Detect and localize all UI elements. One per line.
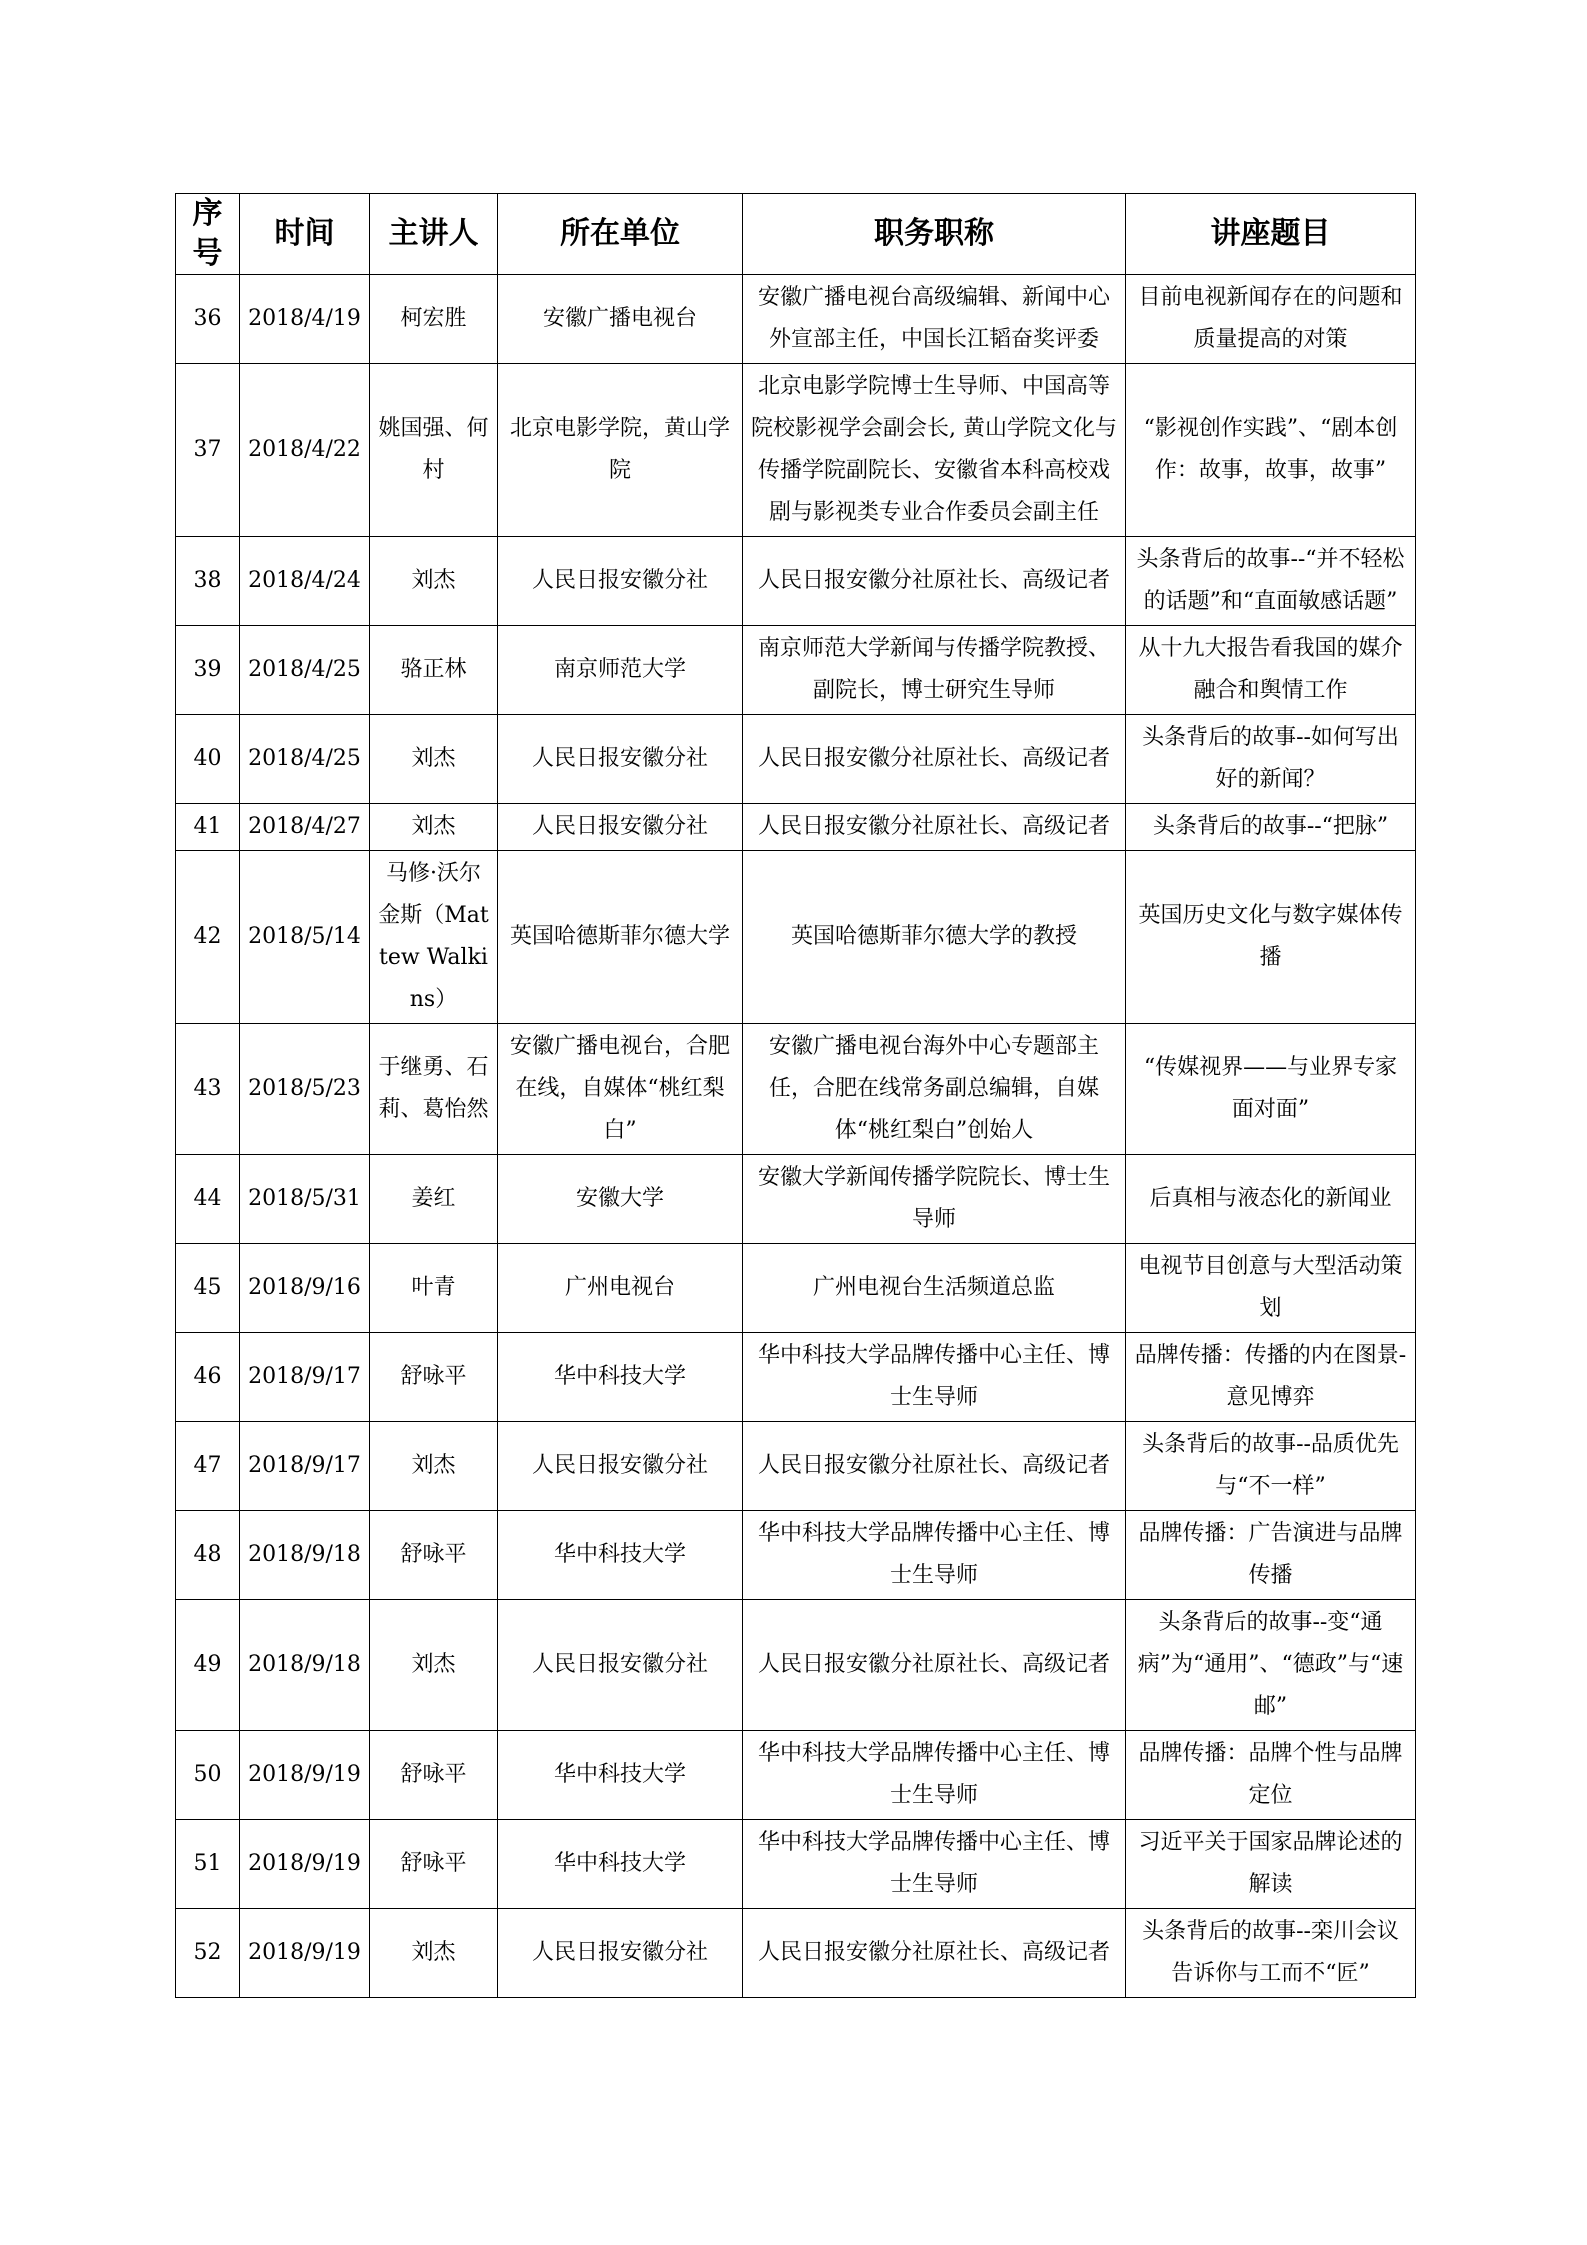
header-topic: 讲座题目: [1126, 194, 1416, 275]
cell-unit: 人民日报安徽分社: [498, 804, 743, 851]
cell-topic: 头条背后的故事--“并不轻松的话题”和“直面敏感话题”: [1126, 537, 1416, 626]
cell-date: 2018/9/19: [240, 1820, 370, 1909]
table-row: [176, 1024, 1416, 1155]
cell-speaker: 刘杰: [370, 1422, 498, 1511]
cell-speaker: 舒咏平: [370, 1820, 498, 1909]
cell-date: 2018/9/17: [240, 1422, 370, 1511]
cell-topic: “影视创作实践”、“剧本创作：故事，故事，故事”: [1126, 364, 1416, 537]
table-row: [176, 715, 1416, 804]
cell-title: 人民日报安徽分社原社长、高级记者: [743, 804, 1126, 851]
cell-unit: 南京师范大学: [498, 626, 743, 715]
cell-no: 47: [176, 1422, 240, 1511]
cell-unit: 安徽广播电视台: [498, 275, 743, 364]
table-row: [176, 1422, 1416, 1511]
cell-date: 2018/9/16: [240, 1244, 370, 1333]
cell-no: 39: [176, 626, 240, 715]
table-row: [176, 1909, 1416, 1998]
cell-speaker: 舒咏平: [370, 1333, 498, 1422]
cell-topic: 头条背后的故事--变“通病”为“通用”、“德政”与“速邮”: [1126, 1600, 1416, 1731]
header-no: 序号: [176, 194, 240, 275]
table-row: [176, 1155, 1416, 1244]
table-row: [176, 1333, 1416, 1422]
cell-speaker: 刘杰: [370, 804, 498, 851]
cell-title: 人民日报安徽分社原社长、高级记者: [743, 715, 1126, 804]
cell-date: 2018/5/31: [240, 1155, 370, 1244]
cell-title: 华中科技大学品牌传播中心主任、博士生导师: [743, 1731, 1126, 1820]
cell-unit: 安徽广播电视台，合肥在线，自媒体“桃红梨白”: [498, 1024, 743, 1155]
cell-speaker: 柯宏胜: [370, 275, 498, 364]
cell-date: 2018/4/25: [240, 626, 370, 715]
cell-no: 37: [176, 364, 240, 537]
table-row: [176, 626, 1416, 715]
header-date: 时间: [240, 194, 370, 275]
table-row: [176, 804, 1416, 851]
header-row: [176, 194, 1416, 275]
cell-topic: 头条背后的故事--如何写出好的新闻？: [1126, 715, 1416, 804]
cell-title: 广州电视台生活频道总监: [743, 1244, 1126, 1333]
cell-unit: 华中科技大学: [498, 1731, 743, 1820]
cell-title: 南京师范大学新闻与传播学院教授、副院长，博士研究生导师: [743, 626, 1126, 715]
cell-unit: 人民日报安徽分社: [498, 537, 743, 626]
table-row: [176, 1600, 1416, 1731]
cell-date: 2018/4/19: [240, 275, 370, 364]
cell-speaker: 叶青: [370, 1244, 498, 1333]
cell-title: 华中科技大学品牌传播中心主任、博士生导师: [743, 1820, 1126, 1909]
cell-topic: 品牌传播：传播的内在图景-意见博弈: [1126, 1333, 1416, 1422]
cell-date: 2018/4/27: [240, 804, 370, 851]
cell-no: 45: [176, 1244, 240, 1333]
cell-speaker: 于继勇、石莉、葛怡然: [370, 1024, 498, 1155]
cell-speaker: 刘杰: [370, 1600, 498, 1731]
cell-date: 2018/4/24: [240, 537, 370, 626]
cell-title: 华中科技大学品牌传播中心主任、博士生导师: [743, 1511, 1126, 1600]
cell-no: 38: [176, 537, 240, 626]
cell-no: 52: [176, 1909, 240, 1998]
cell-no: 44: [176, 1155, 240, 1244]
cell-no: 43: [176, 1024, 240, 1155]
lecture-table: [175, 193, 1416, 1998]
table-row: [176, 537, 1416, 626]
cell-topic: 品牌传播：品牌个性与品牌定位: [1126, 1731, 1416, 1820]
cell-topic: 头条背后的故事--品质优先与“不一样”: [1126, 1422, 1416, 1511]
cell-unit: 北京电影学院，黄山学院: [498, 364, 743, 537]
cell-unit: 华中科技大学: [498, 1820, 743, 1909]
cell-topic: 习近平关于国家品牌论述的解读: [1126, 1820, 1416, 1909]
cell-title: 人民日报安徽分社原社长、高级记者: [743, 537, 1126, 626]
cell-unit: 人民日报安徽分社: [498, 1909, 743, 1998]
cell-topic: 头条背后的故事--栾川会议告诉你与工而不“匠”: [1126, 1909, 1416, 1998]
table-row: [176, 1244, 1416, 1333]
cell-title: 人民日报安徽分社原社长、高级记者: [743, 1422, 1126, 1511]
cell-speaker: 姚国强、何村: [370, 364, 498, 537]
cell-title: 华中科技大学品牌传播中心主任、博士生导师: [743, 1333, 1126, 1422]
cell-unit: 人民日报安徽分社: [498, 715, 743, 804]
table-row: [176, 1511, 1416, 1600]
cell-title: 英国哈德斯菲尔德大学的教授: [743, 851, 1126, 1024]
table-header: [176, 194, 1416, 275]
cell-title: 安徽广播电视台海外中心专题部主任，合肥在线常务副总编辑，自媒体“桃红梨白”创始人: [743, 1024, 1126, 1155]
cell-unit: 英国哈德斯菲尔德大学: [498, 851, 743, 1024]
cell-topic: 品牌传播：广告演进与品牌传播: [1126, 1511, 1416, 1600]
cell-date: 2018/9/18: [240, 1511, 370, 1600]
cell-speaker: 姜红: [370, 1155, 498, 1244]
cell-topic: 后真相与液态化的新闻业: [1126, 1155, 1416, 1244]
cell-no: 40: [176, 715, 240, 804]
table-row: [176, 1731, 1416, 1820]
cell-topic: 头条背后的故事--“把脉”: [1126, 804, 1416, 851]
header-speaker: 主讲人: [370, 194, 498, 275]
cell-title: 人民日报安徽分社原社长、高级记者: [743, 1909, 1126, 1998]
cell-speaker: 舒咏平: [370, 1511, 498, 1600]
cell-date: 2018/9/19: [240, 1731, 370, 1820]
cell-unit: 华中科技大学: [498, 1333, 743, 1422]
cell-unit: 人民日报安徽分社: [498, 1600, 743, 1731]
cell-date: 2018/9/18: [240, 1600, 370, 1731]
table-row: [176, 275, 1416, 364]
cell-no: 46: [176, 1333, 240, 1422]
cell-speaker: 马修·沃尔金斯（Mattew Walkins）: [370, 851, 498, 1024]
cell-title: 北京电影学院博士生导师、中国高等院校影视学会副会长, 黄山学院文化与传播学院副院长、安徽省本科高校戏剧与影视类专业合作委员会副主任: [743, 364, 1126, 537]
cell-speaker: 刘杰: [370, 537, 498, 626]
cell-title: 安徽大学新闻传播学院院长、博士生导师: [743, 1155, 1126, 1244]
cell-no: 50: [176, 1731, 240, 1820]
cell-unit: 华中科技大学: [498, 1511, 743, 1600]
cell-topic: 目前电视新闻存在的问题和质量提高的对策: [1126, 275, 1416, 364]
cell-no: 48: [176, 1511, 240, 1600]
cell-unit: 广州电视台: [498, 1244, 743, 1333]
cell-date: 2018/9/17: [240, 1333, 370, 1422]
cell-speaker: 刘杰: [370, 1909, 498, 1998]
cell-speaker: 骆正林: [370, 626, 498, 715]
cell-unit: 人民日报安徽分社: [498, 1422, 743, 1511]
cell-speaker: 舒咏平: [370, 1731, 498, 1820]
cell-speaker: 刘杰: [370, 715, 498, 804]
table-row: [176, 364, 1416, 537]
cell-no: 36: [176, 275, 240, 364]
cell-date: 2018/5/14: [240, 851, 370, 1024]
cell-no: 42: [176, 851, 240, 1024]
cell-topic: 电视节目创意与大型活动策划: [1126, 1244, 1416, 1333]
table-body: [176, 275, 1416, 1998]
cell-no: 49: [176, 1600, 240, 1731]
table-row: [176, 1820, 1416, 1909]
cell-date: 2018/4/22: [240, 364, 370, 537]
header-title: 职务职称: [743, 194, 1126, 275]
cell-title: 人民日报安徽分社原社长、高级记者: [743, 1600, 1126, 1731]
cell-unit: 安徽大学: [498, 1155, 743, 1244]
table-row: [176, 851, 1416, 1024]
header-unit: 所在单位: [498, 194, 743, 275]
cell-title: 安徽广播电视台高级编辑、新闻中心外宣部主任，中国长江韬奋奖评委: [743, 275, 1126, 364]
cell-topic: 英国历史文化与数字媒体传播: [1126, 851, 1416, 1024]
cell-topic: “传媒视界——与业界专家面对面”: [1126, 1024, 1416, 1155]
cell-topic: 从十九大报告看我国的媒介融合和舆情工作: [1126, 626, 1416, 715]
cell-no: 51: [176, 1820, 240, 1909]
cell-date: 2018/9/19: [240, 1909, 370, 1998]
cell-date: 2018/5/23: [240, 1024, 370, 1155]
cell-date: 2018/4/25: [240, 715, 370, 804]
cell-no: 41: [176, 804, 240, 851]
